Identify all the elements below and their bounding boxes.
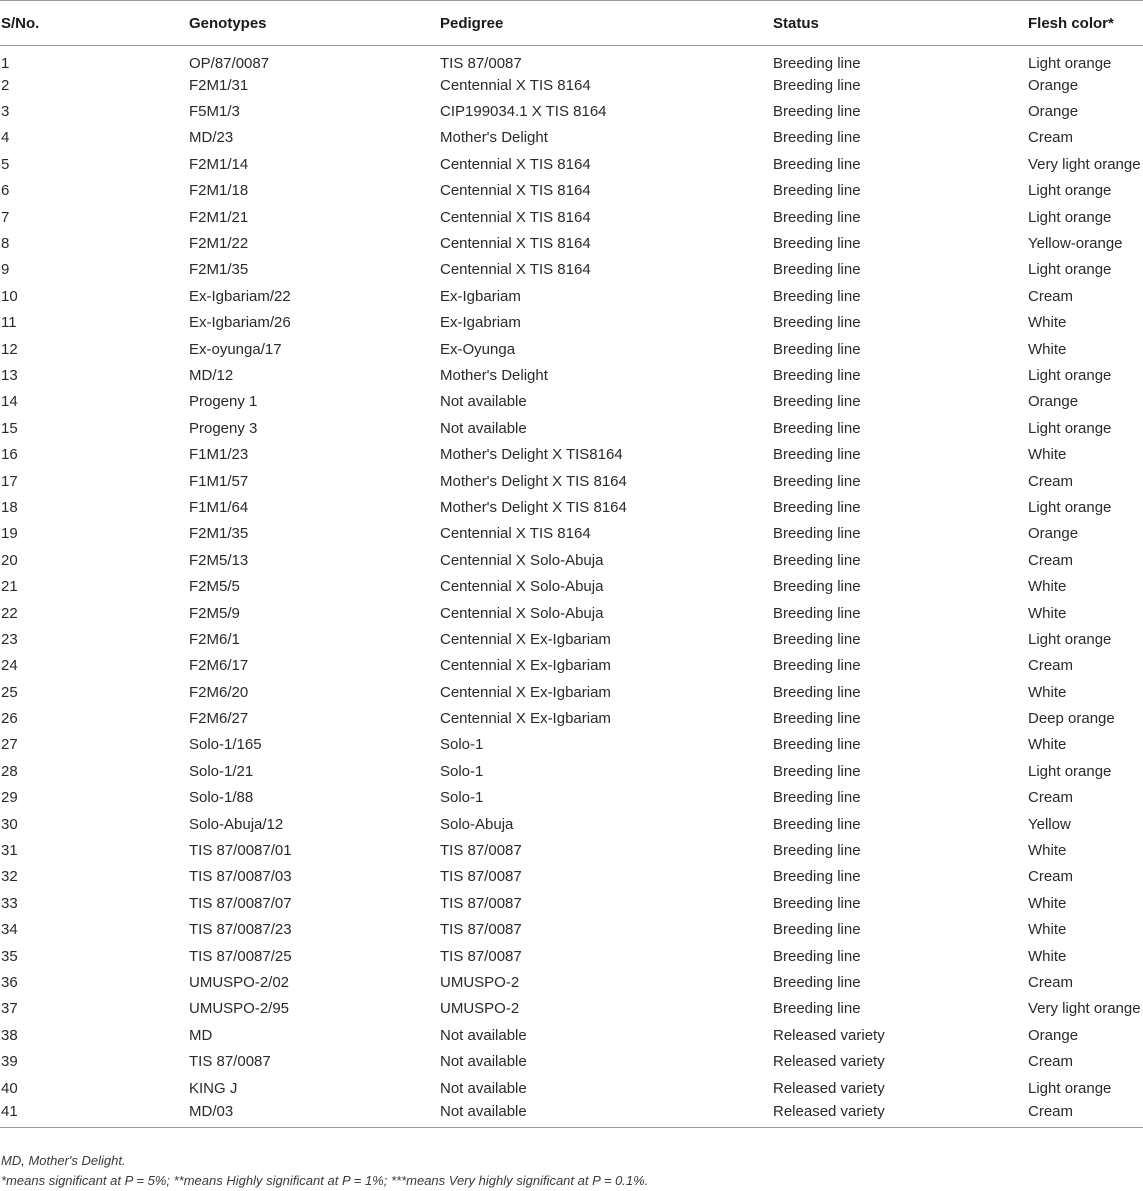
cell-flesh-color: Deep orange xyxy=(1028,710,1115,728)
cell-flesh-color: White xyxy=(1028,683,1067,701)
cell-sno: 32 xyxy=(1,868,18,886)
cell-pedigree: Not available xyxy=(440,393,527,411)
cell-genotype: Progeny 3 xyxy=(189,419,258,437)
cell-sno: 41 xyxy=(0,1101,189,1127)
cell-status: Breeding line xyxy=(773,208,861,226)
cell-flesh-color: Light orange xyxy=(1028,419,1112,437)
cell-pedigree: Ex-Igbariam xyxy=(440,287,521,305)
cell-flesh-color: Light orange xyxy=(1028,498,1112,516)
cell-sno: 37 xyxy=(1,1000,18,1018)
cell-pedigree: Not available xyxy=(440,1053,527,1071)
cell-sno: 21 xyxy=(1,578,18,596)
cell-genotype: TIS 87/0087/01 xyxy=(189,842,292,860)
cell-status: Breeding line xyxy=(773,842,861,860)
cell-status: Breeding line xyxy=(773,366,861,384)
cell-flesh-color: Orange xyxy=(1028,525,1079,543)
cell-pedigree: Not available xyxy=(440,1079,527,1097)
cell-genotype: F2M1/22 xyxy=(189,235,249,253)
cell-flesh-color: Light orange xyxy=(1028,182,1112,200)
cell-genotype: MD/12 xyxy=(189,366,234,384)
cell-flesh-color: White xyxy=(1028,947,1067,965)
cell-genotype: UMUSPO-2/95 xyxy=(189,1000,290,1018)
cell-status: Breeding line xyxy=(773,525,861,543)
cell-status: Breeding line xyxy=(773,103,861,121)
cell-status: Breeding line xyxy=(773,182,861,200)
cell-flesh-color: White xyxy=(1028,446,1067,464)
cell-genotype: F2M5/5 xyxy=(189,578,240,596)
cell-pedigree: Centennial X Ex-Igbariam xyxy=(440,630,611,648)
table-row xyxy=(0,72,1143,98)
cell-pedigree: Centennial X TIS 8164 xyxy=(440,155,591,173)
cell-pedigree: Mother's Delight X TIS 8164 xyxy=(440,472,627,490)
cell-pedigree: Ex-Igabriam xyxy=(440,314,521,332)
cell-genotype: MD/23 xyxy=(189,129,234,147)
table-row xyxy=(0,310,1143,336)
table-row xyxy=(0,1022,1143,1048)
cell-sno: 15 xyxy=(1,419,18,437)
cell-flesh-color: White xyxy=(1028,921,1067,939)
cell-genotype: F2M1/21 xyxy=(189,208,249,226)
cell-status: Breeding line xyxy=(773,55,861,72)
cell-sno: 20 xyxy=(1,551,18,569)
cell-status: Breeding line xyxy=(773,921,861,939)
table-row xyxy=(0,811,1143,837)
cell-flesh-color: Light orange xyxy=(1028,261,1112,279)
cell-genotype: Solo-Abuja/12 xyxy=(189,815,284,833)
cell-pedigree: Centennial X TIS 8164 xyxy=(440,261,591,279)
cell-genotype: F1M1/57 xyxy=(189,472,249,490)
cell-flesh-color: Cream xyxy=(1028,551,1074,569)
cell-pedigree: Solo-1 xyxy=(440,762,484,780)
cell-genotype: F2M5/9 xyxy=(189,604,240,622)
cell-status: Breeding line xyxy=(773,947,861,965)
cell-flesh-color: Cream xyxy=(1028,129,1074,147)
table-row xyxy=(0,283,1143,309)
cell-sno: 5 xyxy=(1,155,10,173)
table-footnotes xyxy=(1,1151,648,1191)
cell-sno: 28 xyxy=(1,762,18,780)
table-row xyxy=(0,917,1143,943)
cell-sno: 19 xyxy=(1,525,18,543)
table-row xyxy=(0,336,1143,362)
cell-status: Breeding line xyxy=(773,287,861,305)
cell-status: Breeding line xyxy=(773,1000,861,1018)
cell-flesh-color: Yellow xyxy=(1028,815,1071,833)
cell-status: Breeding line xyxy=(773,630,861,648)
cell-pedigree: Mother's Delight xyxy=(440,366,548,384)
cell-sno: 26 xyxy=(1,710,18,728)
cell-sno: 8 xyxy=(1,235,10,253)
cell-status: Breeding line xyxy=(773,261,861,279)
table-row xyxy=(0,890,1143,916)
cell-sno: 40 xyxy=(1,1079,18,1097)
cell-genotype: F2M6/1 xyxy=(189,630,240,648)
header-pedigree: Pedigree xyxy=(440,1,773,46)
cell-genotype: Solo-1/21 xyxy=(189,762,254,780)
table-row xyxy=(0,441,1143,467)
cell-flesh-color: Orange xyxy=(1028,76,1079,94)
cell-flesh-color: White xyxy=(1028,578,1067,596)
cell-status: Breeding line xyxy=(773,235,861,253)
cell-sno: 18 xyxy=(1,498,18,516)
cell-pedigree: Mother's Delight X TIS 8164 xyxy=(440,498,627,516)
cell-sno: 9 xyxy=(1,261,10,279)
table-row xyxy=(0,758,1143,784)
cell-sno: 35 xyxy=(1,947,18,965)
table-row xyxy=(0,230,1143,256)
cell-pedigree: TIS 87/0087 xyxy=(440,947,522,965)
cell-sno: 38 xyxy=(1,1026,18,1044)
cell-flesh-color: Light orange xyxy=(1028,1079,1112,1097)
table-row xyxy=(0,626,1143,652)
cell-genotype: Ex-Igbariam/26 xyxy=(189,314,291,332)
cell-flesh-color: Light orange xyxy=(1028,55,1112,72)
table-row xyxy=(0,943,1143,969)
cell-flesh-color: Light orange xyxy=(1028,208,1112,226)
cell-pedigree: Not available xyxy=(440,419,527,437)
cell-flesh-color: White xyxy=(1028,340,1067,358)
cell-flesh-color: Very light orange xyxy=(1028,155,1141,173)
cell-pedigree: Centennial X Ex-Igbariam xyxy=(440,657,611,675)
cell-status: Breeding line xyxy=(773,129,861,147)
table-row xyxy=(0,837,1143,863)
cell-genotype: F2M1/35 xyxy=(189,261,249,279)
cell-pedigree: Not available xyxy=(440,1026,527,1044)
cell-status: Breeding line xyxy=(773,578,861,596)
cell-genotype: F2M6/27 xyxy=(189,710,249,728)
cell-status: Released variety xyxy=(773,1026,885,1044)
cell-sno: 36 xyxy=(1,973,18,991)
table-row xyxy=(0,362,1143,388)
cell-status: Breeding line xyxy=(773,973,861,991)
table-row xyxy=(0,573,1143,599)
cell-status: Breeding line xyxy=(773,76,861,94)
cell-sno: 2 xyxy=(1,76,10,94)
cell-pedigree: Mother's Delight xyxy=(440,129,548,147)
header-status: Status xyxy=(773,1,1028,46)
header-row xyxy=(0,1,1143,46)
cell-status: Breeding line xyxy=(773,710,861,728)
table-row xyxy=(0,46,1143,73)
cell-sno: 12 xyxy=(1,340,18,358)
cell-pedigree: Centennial X Ex-Igbariam xyxy=(440,683,611,701)
cell-genotype: TIS 87/0087 xyxy=(189,1053,271,1071)
cell-flesh-color: Very light orange xyxy=(1028,1000,1141,1018)
cell-pedigree: TIS 87/0087 xyxy=(440,894,522,912)
table-row xyxy=(0,178,1143,204)
cell-pedigree: Centennial X TIS 8164 xyxy=(440,76,591,94)
cell-pedigree: Not available xyxy=(440,1101,773,1127)
cell-genotype: KING J xyxy=(189,1079,238,1097)
cell-genotype: F2M6/20 xyxy=(189,683,249,701)
cell-flesh-color: White xyxy=(1028,314,1067,332)
cell-sno: 23 xyxy=(1,630,18,648)
cell-status: Breeding line xyxy=(773,868,861,886)
cell-genotype: Solo-1/88 xyxy=(189,789,254,807)
cell-status: Breeding line xyxy=(773,683,861,701)
table-row xyxy=(0,732,1143,758)
cell-flesh-color: White xyxy=(1028,842,1067,860)
cell-status: Breeding line xyxy=(773,551,861,569)
table-row xyxy=(0,468,1143,494)
table-row xyxy=(0,389,1143,415)
cell-flesh-color: Light orange xyxy=(1028,630,1112,648)
cell-flesh-color: Cream xyxy=(1028,789,1074,807)
cell-pedigree: Centennial X Solo-Abuja xyxy=(440,551,604,569)
cell-sno: 25 xyxy=(1,683,18,701)
table-row xyxy=(0,1101,1143,1127)
cell-sno: 31 xyxy=(1,842,18,860)
cell-genotype: F2M1/31 xyxy=(189,76,249,94)
cell-sno: 10 xyxy=(1,287,18,305)
cell-pedigree: Centennial X Solo-Abuja xyxy=(440,578,604,596)
cell-flesh-color: Cream xyxy=(1028,287,1074,305)
table-row xyxy=(0,521,1143,547)
cell-pedigree: UMUSPO-2 xyxy=(440,1000,520,1018)
cell-genotype: OP/87/0087 xyxy=(189,55,270,72)
cell-pedigree: Centennial X TIS 8164 xyxy=(440,235,591,253)
cell-pedigree: Ex-Oyunga xyxy=(440,340,516,358)
cell-genotype: F2M1/35 xyxy=(189,525,249,543)
cell-sno: 4 xyxy=(1,129,10,147)
cell-sno: 29 xyxy=(1,789,18,807)
cell-genotype: Solo-1/165 xyxy=(189,736,262,754)
cell-genotype: UMUSPO-2/02 xyxy=(189,973,290,991)
table-row xyxy=(0,705,1143,731)
table-header xyxy=(0,1,1143,46)
header-sno: S/No. xyxy=(0,1,189,46)
cell-genotype: F2M1/18 xyxy=(189,182,249,200)
cell-pedigree: Solo-1 xyxy=(440,789,484,807)
cell-pedigree: TIS 87/0087 xyxy=(440,921,522,939)
table-row xyxy=(0,679,1143,705)
table-row xyxy=(0,600,1143,626)
table-body xyxy=(0,46,1143,1128)
table-row xyxy=(0,969,1143,995)
cell-genotype: Ex-oyunga/17 xyxy=(189,340,282,358)
cell-status: Breeding line xyxy=(773,815,861,833)
cell-genotype: Ex-Igbariam/22 xyxy=(189,287,291,305)
cell-genotype: MD/03 xyxy=(189,1101,440,1127)
cell-sno: 1 xyxy=(1,55,10,72)
cell-sno: 13 xyxy=(1,366,18,384)
cell-pedigree: Centennial X TIS 8164 xyxy=(440,208,591,226)
header-flesh-color: Flesh color* xyxy=(1028,1,1143,46)
cell-status: Breeding line xyxy=(773,657,861,675)
cell-status: Breeding line xyxy=(773,155,861,173)
table-row xyxy=(0,653,1143,679)
cell-pedigree: TIS 87/0087 xyxy=(440,55,522,72)
cell-flesh-color: Cream xyxy=(1028,657,1074,675)
cell-status: Breeding line xyxy=(773,789,861,807)
cell-genotype: TIS 87/0087/25 xyxy=(189,947,292,965)
cell-genotype: F5M1/3 xyxy=(189,103,240,121)
cell-flesh-color: White xyxy=(1028,604,1067,622)
cell-sno: 7 xyxy=(1,208,10,226)
cell-status: Breeding line xyxy=(773,446,861,464)
cell-flesh-color: Light orange xyxy=(1028,366,1112,384)
cell-status: Breeding line xyxy=(773,762,861,780)
table-row xyxy=(0,1075,1143,1101)
cell-pedigree: TIS 87/0087 xyxy=(440,842,522,860)
cell-sno: 17 xyxy=(1,472,18,490)
table-row xyxy=(0,125,1143,151)
cell-genotype: F2M5/13 xyxy=(189,551,249,569)
cell-status: Released variety xyxy=(773,1079,885,1097)
footnote-abbreviation: MD, Mother's Delight. xyxy=(1,1153,126,1168)
cell-status: Breeding line xyxy=(773,894,861,912)
cell-sno: 6 xyxy=(1,182,10,200)
cell-pedigree: Mother's Delight X TIS8164 xyxy=(440,446,623,464)
cell-flesh-color: Cream xyxy=(1028,1101,1143,1127)
cell-flesh-color: White xyxy=(1028,894,1067,912)
cell-pedigree: Centennial X Solo-Abuja xyxy=(440,604,604,622)
cell-sno: 3 xyxy=(1,103,10,121)
cell-pedigree: Solo-1 xyxy=(440,736,484,754)
table-row xyxy=(0,151,1143,177)
cell-flesh-color: Cream xyxy=(1028,973,1074,991)
cell-status: Breeding line xyxy=(773,419,861,437)
footnote-significance: *means significant at P = 5%; **means Highly significant at P = 1%; ***means Very highly significant at P = 0.1%. xyxy=(1,1173,649,1188)
cell-sno: 33 xyxy=(1,894,18,912)
cell-sno: 39 xyxy=(1,1053,18,1071)
table-row xyxy=(0,864,1143,890)
table-row xyxy=(0,1048,1143,1074)
cell-genotype: TIS 87/0087/23 xyxy=(189,921,292,939)
cell-flesh-color: Cream xyxy=(1028,1053,1074,1071)
cell-status: Released variety xyxy=(773,1053,885,1071)
cell-flesh-color: White xyxy=(1028,736,1067,754)
table-row xyxy=(0,547,1143,573)
cell-pedigree: UMUSPO-2 xyxy=(440,973,520,991)
cell-sno: 22 xyxy=(1,604,18,622)
cell-pedigree: Centennial X TIS 8164 xyxy=(440,182,591,200)
cell-sno: 16 xyxy=(1,446,18,464)
cell-status: Breeding line xyxy=(773,498,861,516)
cell-genotype: F1M1/23 xyxy=(189,446,249,464)
table-row xyxy=(0,415,1143,441)
cell-flesh-color: Light orange xyxy=(1028,762,1112,780)
table-row xyxy=(0,494,1143,520)
table-row xyxy=(0,98,1143,124)
cell-genotype: F2M1/14 xyxy=(189,155,249,173)
cell-flesh-color: Cream xyxy=(1028,868,1074,886)
cell-genotype: F2M6/17 xyxy=(189,657,249,675)
cell-pedigree: Centennial X Ex-Igbariam xyxy=(440,710,611,728)
table-row xyxy=(0,204,1143,230)
cell-flesh-color: Orange xyxy=(1028,393,1079,411)
cell-sno: 30 xyxy=(1,815,18,833)
cell-status: Breeding line xyxy=(773,393,861,411)
table-row xyxy=(0,996,1143,1022)
header-genotypes: Genotypes xyxy=(189,1,440,46)
cell-genotype: F1M1/64 xyxy=(189,498,249,516)
cell-pedigree: Centennial X TIS 8164 xyxy=(440,525,591,543)
cell-genotype: MD xyxy=(189,1026,213,1044)
cell-status: Breeding line xyxy=(773,736,861,754)
cell-sno: 27 xyxy=(1,736,18,754)
cell-flesh-color: Cream xyxy=(1028,472,1074,490)
table-row xyxy=(0,785,1143,811)
cell-status: Breeding line xyxy=(773,604,861,622)
cell-pedigree: CIP199034.1 X TIS 8164 xyxy=(440,103,607,121)
cell-genotype: TIS 87/0087/07 xyxy=(189,894,292,912)
cell-flesh-color: Orange xyxy=(1028,103,1079,121)
cell-genotype: TIS 87/0087/03 xyxy=(189,868,292,886)
cell-status: Released variety xyxy=(773,1101,1028,1127)
cell-status: Breeding line xyxy=(773,314,861,332)
cell-sno: 24 xyxy=(1,657,18,675)
table-row xyxy=(0,257,1143,283)
cell-sno: 34 xyxy=(1,921,18,939)
cell-pedigree: Solo-Abuja xyxy=(440,815,514,833)
cell-pedigree: TIS 87/0087 xyxy=(440,868,522,886)
cell-flesh-color: Yellow-orange xyxy=(1028,235,1123,253)
cell-sno: 14 xyxy=(1,393,18,411)
cell-status: Breeding line xyxy=(773,340,861,358)
cell-status: Breeding line xyxy=(773,472,861,490)
cell-genotype: Progeny 1 xyxy=(189,393,258,411)
cell-sno: 11 xyxy=(1,314,17,332)
cell-flesh-color: Orange xyxy=(1028,1026,1079,1044)
